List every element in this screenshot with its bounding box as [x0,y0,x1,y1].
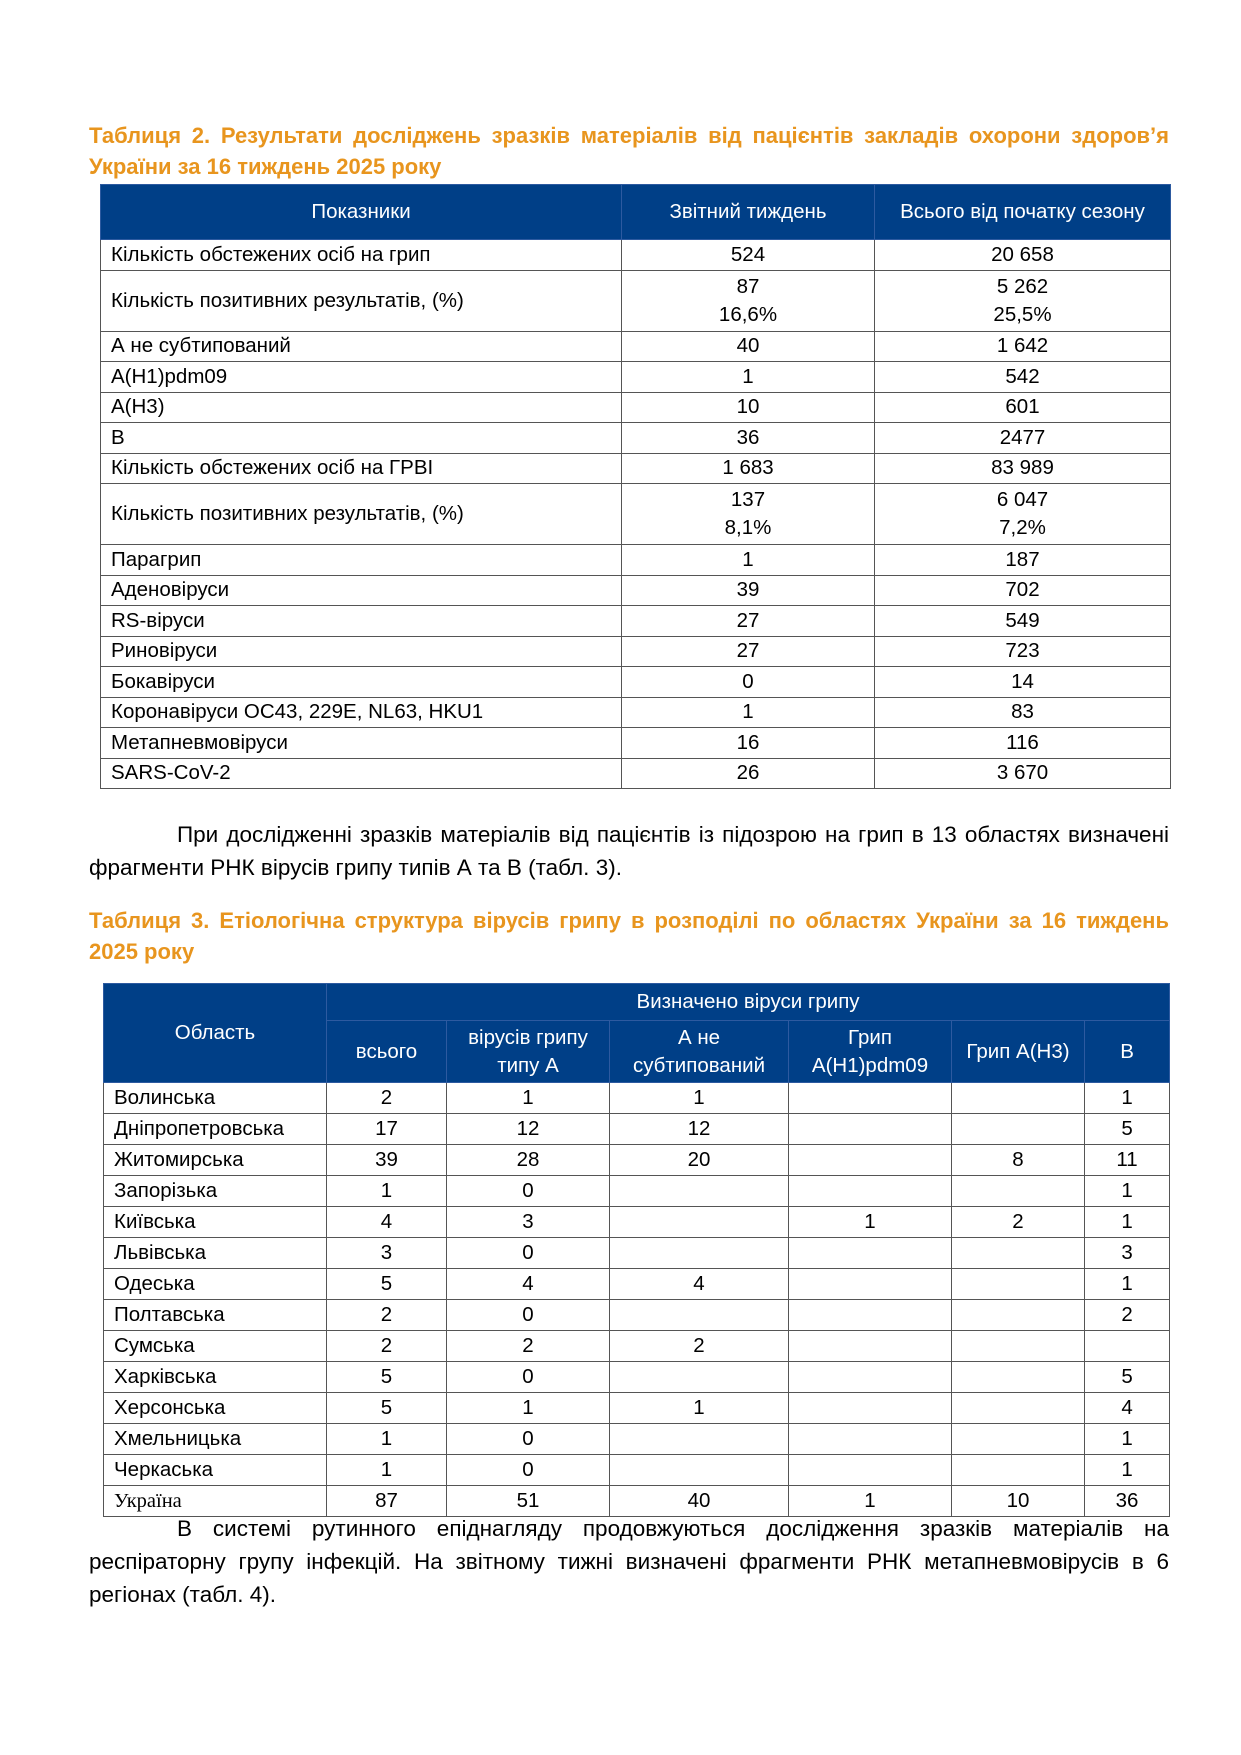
a-unsubtyped-count: 1 [610,1083,789,1114]
report-week-value [622,606,875,637]
header-b: В [1085,1021,1170,1083]
table-row [104,1083,1170,1114]
season-total-value [875,240,1171,271]
indicator-label [101,758,622,789]
table-row [101,392,1171,423]
cell-value: Кількість обстежених осіб на грип [111,242,431,266]
table-row [101,362,1171,393]
b-count [1085,1331,1170,1362]
table-row [104,1393,1170,1424]
cell-value: 87 [736,274,760,298]
cell-value: Бокавіруси [111,669,216,693]
table-row [101,331,1171,362]
indicator-label [101,423,622,454]
b-count: 36 [1085,1486,1170,1517]
header-region: Область [104,984,327,1083]
cell-value: Кількість обстежених осіб на ГРВІ [111,456,434,480]
type-a-count: 51 [447,1486,610,1517]
report-week-value [622,636,875,667]
indicator-label [101,240,622,271]
total-count: 87 [327,1486,447,1517]
cell-value: В [111,425,125,449]
cell-value: 0 [742,669,754,693]
a-unsubtyped-count [610,1300,789,1331]
h3-count [952,1114,1085,1145]
type-a-count: 2 [447,1331,610,1362]
table2-influenza-results [100,184,1171,789]
a-unsubtyped-count [610,1207,789,1238]
cell-value: 39 [736,578,760,602]
report-week-value [622,697,875,728]
table-row [104,1207,1170,1238]
h1pdm09-count [789,1114,952,1145]
paragraph-flu-regions: При дослідженні зразків матеріалів від пацієнтів із підозрою на грип в 13 областях визначені фрагменти РНК вірусів грипу типів А та В (табл. 3). [89,822,1169,880]
table3-header-row-1 [104,984,1170,1021]
b-count: 1 [1085,1455,1170,1486]
total-count: 17 [327,1114,447,1145]
total-count: 1 [327,1424,447,1455]
cell-value: 1 683 [722,456,774,480]
report-week-value [622,392,875,423]
cell-value: SARS-CoV-2 [111,761,231,785]
cell-value: A(H1)pdm09 [111,364,228,388]
indicator-label [101,270,622,331]
table-row [101,240,1171,271]
b-count: 4 [1085,1393,1170,1424]
season-total-value [875,331,1171,362]
h1pdm09-count: 1 [789,1486,952,1517]
total-count: 1 [327,1455,447,1486]
type-a-count: 0 [447,1362,610,1393]
cell-value: Кількість позитивних результатів, (%) [111,288,464,312]
table-row [101,545,1171,576]
cell-value: 26 [736,761,760,785]
table-row [101,270,1171,331]
h1pdm09-count [789,1145,952,1176]
type-a-count: 1 [447,1393,610,1424]
region-name: Харківська [104,1362,327,1393]
cell-value: 10 [736,395,760,419]
a-unsubtyped-count: 20 [610,1145,789,1176]
region-name: Одеська [104,1269,327,1300]
season-total-value [875,697,1171,728]
cell-value: 20 658 [991,242,1054,266]
table-row [101,575,1171,606]
cell-value: 8,1% [724,516,772,539]
report-week-value [622,270,875,331]
indicator-label [101,331,622,362]
h3-count: 2 [952,1207,1085,1238]
type-a-count: 3 [447,1207,610,1238]
h3-count: 10 [952,1486,1085,1517]
season-total-value [875,423,1171,454]
season-total-value [875,575,1171,606]
h3-count [952,1455,1085,1486]
indicator-label [101,362,622,393]
cell-value: Метапневмовіруси [111,730,288,754]
a-unsubtyped-count [610,1424,789,1455]
report-week-value [622,240,875,271]
report-week-value [622,484,875,545]
table3-flu-by-region [103,983,1170,1517]
h3-count [952,1300,1085,1331]
b-count: 3 [1085,1238,1170,1269]
cell-value: 1 [742,364,754,388]
cell-value: 27 [736,608,760,632]
region-name: Львівська [104,1238,327,1269]
a-unsubtyped-count: 4 [610,1269,789,1300]
cell-value: 36 [736,425,760,449]
total-count: 2 [327,1300,447,1331]
season-total-value [875,667,1171,698]
h3-count [952,1331,1085,1362]
indicator-label [101,453,622,484]
type-a-count: 4 [447,1269,610,1300]
report-week-value [622,423,875,454]
type-a-count: 1 [447,1083,610,1114]
report-week-value [622,362,875,393]
paragraph-metapneumovirus: В системі рутинного епіднагляду продовжуються дослідження зразків матеріалів на респіраторну групу інфекцій. На звітному тижні визначені фрагменти РНК метапневмовірусів в 6 регіонах (табл. 4). [89,1516,1169,1607]
a-unsubtyped-count [610,1238,789,1269]
h1pdm09-count [789,1331,952,1362]
b-count: 5 [1085,1362,1170,1393]
cell-value: 16,6% [718,302,778,326]
table-row [101,728,1171,759]
report-week-value [622,667,875,698]
cell-value: 524 [730,242,766,266]
cell-value: 601 [1005,395,1040,419]
cell-value: Аденовіруси [111,578,230,602]
h3-count [952,1083,1085,1114]
cell-value: Коронавіруси OC43, 229E, NL63, HKU1 [111,700,484,724]
h3-count [952,1362,1085,1393]
table-row [104,1176,1170,1207]
total-count: 5 [327,1269,447,1300]
header-report-week: Звітний тиждень [622,185,875,240]
region-name: Волинська [104,1083,327,1114]
cell-value: 6 047 [996,488,1049,511]
cell-value: 1 [742,700,754,724]
cell-value: 116 [1006,730,1039,754]
cell-value: A(H3) [111,395,165,419]
cell-value: Риновіруси [111,639,218,663]
header-a-unsubtyped: А не субтипований [610,1021,789,1083]
indicator-label [101,728,622,759]
table-row [104,1424,1170,1455]
total-count: 5 [327,1362,447,1393]
a-unsubtyped-count: 2 [610,1331,789,1362]
table-row [104,1362,1170,1393]
report-week-value [622,728,875,759]
header-type-a: вірусів грипу типу А [447,1021,610,1083]
season-total-value [875,606,1171,637]
season-total-value [875,728,1171,759]
indicator-label [101,392,622,423]
cell-value: А не субтипований [111,334,291,358]
cell-value: 16 [736,730,760,754]
table-row [104,1145,1170,1176]
header-season-total: Всього від початку сезону [875,185,1171,240]
total-count: 4 [327,1207,447,1238]
table-row [104,1238,1170,1269]
h1pdm09-count [789,1455,952,1486]
header-h3: Грип A(H3) [952,1021,1085,1083]
b-count: 1 [1085,1176,1170,1207]
type-a-count: 0 [447,1300,610,1331]
cell-value: 542 [1005,364,1040,388]
report-week-value [622,545,875,576]
h3-count [952,1176,1085,1207]
total-count: 3 [327,1238,447,1269]
a-unsubtyped-count: 12 [610,1114,789,1145]
cell-value: 14 [1011,669,1034,693]
b-count: 1 [1085,1424,1170,1455]
cell-value: 7,2% [999,516,1046,539]
region-name: Житомирська [104,1145,327,1176]
total-count: 5 [327,1393,447,1424]
total-count: 1 [327,1176,447,1207]
h1pdm09-count [789,1083,952,1114]
cell-value: 187 [1005,547,1040,571]
indicator-label [101,636,622,667]
a-unsubtyped-count: 1 [610,1393,789,1424]
table-row [101,636,1171,667]
cell-value: 25,5% [993,302,1052,326]
type-a-count: 28 [447,1145,610,1176]
h1pdm09-count: 1 [789,1207,952,1238]
h1pdm09-count [789,1176,952,1207]
table-row [104,1331,1170,1362]
cell-value: 702 [1005,578,1040,602]
report-week-value [622,331,875,362]
type-a-count: 0 [447,1455,610,1486]
table-row [104,1300,1170,1331]
region-name: Черкаська [104,1455,327,1486]
cell-value: 83 989 [991,456,1054,480]
cell-value: Парагрип [111,547,202,571]
b-count: 11 [1085,1145,1170,1176]
h3-count [952,1238,1085,1269]
table-row [101,484,1171,545]
season-total-value [875,362,1171,393]
a-unsubtyped-count [610,1362,789,1393]
report-week-value [622,758,875,789]
season-total-value [875,545,1171,576]
indicator-label [101,545,622,576]
header-detected-viruses: Визначено віруси грипу [327,984,1170,1021]
report-week-value [622,453,875,484]
a-unsubtyped-count [610,1176,789,1207]
header-total: всього [327,1021,447,1083]
region-name: Херсонська [104,1393,327,1424]
h3-count: 8 [952,1145,1085,1176]
report-week-value [622,575,875,606]
season-total-value [875,758,1171,789]
h1pdm09-count [789,1300,952,1331]
table-row [101,453,1171,484]
cell-value: Кількість позитивних результатів, (%) [111,502,464,525]
type-a-count: 0 [447,1238,610,1269]
region-name: Хмельницька [104,1424,327,1455]
indicator-label [101,484,622,545]
table2-header-row [101,185,1171,240]
cell-value: 723 [1005,639,1040,663]
table-row [101,606,1171,637]
region-name: Полтавська [104,1300,327,1331]
b-count: 1 [1085,1269,1170,1300]
table-row [101,758,1171,789]
season-total-value [875,636,1171,667]
indicator-label [101,667,622,698]
header-indicators: Показники [101,185,622,240]
b-count: 5 [1085,1114,1170,1145]
indicator-label [101,575,622,606]
region-name: Україна [104,1486,327,1517]
table-row [104,1455,1170,1486]
cell-value: 3 670 [996,761,1049,785]
cell-value: 1 [742,547,754,571]
type-a-count: 12 [447,1114,610,1145]
h1pdm09-count [789,1393,952,1424]
season-total-value [875,270,1171,331]
b-count: 1 [1085,1083,1170,1114]
cell-value: 27 [736,639,760,663]
table3-caption: Таблиця 3. Етіологічна структура вірусів грипу в розподілі по областях України за 16 тиждень 2025 року [89,908,1169,964]
table-row [101,667,1171,698]
b-count: 1 [1085,1207,1170,1238]
h3-count [952,1393,1085,1424]
type-a-count: 0 [447,1424,610,1455]
region-name: Сумська [104,1331,327,1362]
table2-caption: Таблиця 2. Результати досліджень зразків матеріалів від пацієнтів закладів охорони здоров’я України за 16 тиждень 2025 року [89,123,1169,179]
cell-value: 137 [730,488,766,511]
indicator-label [101,606,622,637]
h3-count [952,1269,1085,1300]
type-a-count: 0 [447,1176,610,1207]
cell-value: 549 [1005,608,1040,632]
b-count: 2 [1085,1300,1170,1331]
season-total-value [875,453,1171,484]
region-name: Київська [104,1207,327,1238]
season-total-value [875,392,1171,423]
cell-value: 1 642 [996,334,1049,358]
h3-count [952,1424,1085,1455]
cell-value: 2477 [999,425,1046,449]
total-count: 39 [327,1145,447,1176]
indicator-label [101,697,622,728]
table-row [101,697,1171,728]
h1pdm09-count [789,1424,952,1455]
cell-value: 5 262 [996,274,1049,298]
cell-value: 83 [1011,700,1034,724]
cell-value: 40 [736,334,760,358]
table-row [104,1269,1170,1300]
region-name: Запорізька [104,1176,327,1207]
h1pdm09-count [789,1269,952,1300]
h1pdm09-count [789,1362,952,1393]
region-name: Дніпропетровська [104,1114,327,1145]
table-row [101,423,1171,454]
header-h1pdm09: Грип A(H1)pdm09 [789,1021,952,1083]
season-total-value [875,484,1171,545]
total-count: 2 [327,1331,447,1362]
cell-value: RS-віруси [111,608,205,632]
a-unsubtyped-count [610,1455,789,1486]
table-row [104,1114,1170,1145]
h1pdm09-count [789,1238,952,1269]
a-unsubtyped-count: 40 [610,1486,789,1517]
total-count: 2 [327,1083,447,1114]
